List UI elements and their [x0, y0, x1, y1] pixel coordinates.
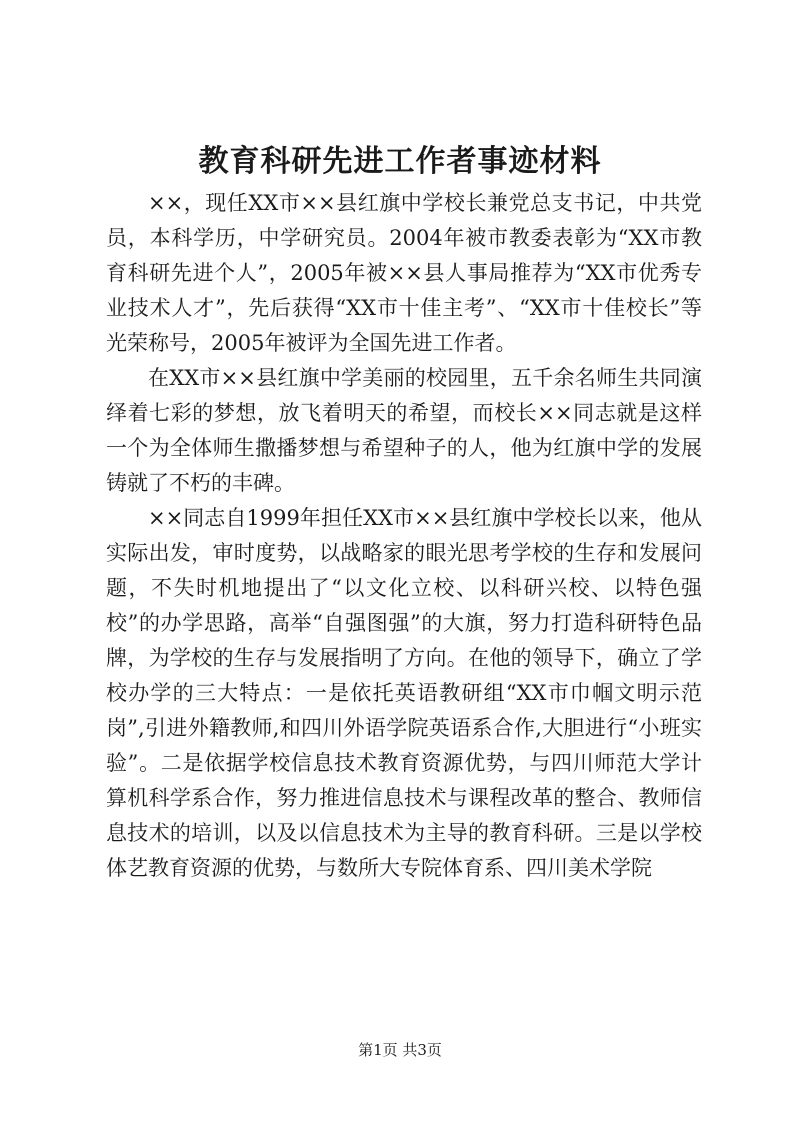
page-footer: 第1页 共3页 — [358, 1041, 442, 1059]
document-title: 教育科研先进工作者事迹材料 — [198, 144, 602, 179]
paragraph-profile: ××，现任XX市××县红旗中学校长兼党总支书记，中共党员，本科学历，中学研究员。2004年被市教委表彰为“XX市教育科研先进个人”，2005年被××县人事局推荐为“XX市优秀专业技术人才”，先后获得“XX市十佳主考”、“XX市十佳校长”等光荣称号，2005年被评为全国先进工作者。 — [106, 191, 702, 355]
document-body — [106, 186, 702, 886]
paragraph-achievements: ××同志自1999年担任XX市××县红旗中学校长以来，他从实际出发，审时度势，以战略家的眼光思考学校的生存和发展问题，不失时机地提出了“以文化立校、以科研兴校、以特色强校”的办学思路，高举“自强图强”的大旗，努力打造科研特色品牌，为学校的生存与发展指明了方向。在他的领导下，确立了学校办学的三大特点：一是依托英语教研组“XX市巾帼文明示范岗”,引进外籍教师,和四川外语学院英语系合作,大胆进行“小班实验”。二是依据学校信息技术教育资源优势，与四川师范大学计算机科学系合作，努力推进信息技术与课程改革的整合、教师信息技术的培训，以及以信息技术为主导的教育科研。三是以学校体艺教育资源的优势，与数所大专院体育系、四川美术学院 — [106, 506, 702, 880]
paragraph-campus: 在XX市××县红旗中学美丽的校园里，五千余名师生共同演绎着七彩的梦想，放飞着明天的希望，而校长××同志就是这样一个为全体师生撒播梦想与希望种子的人，他为红旗中学的发展铸就了不朽的丰碑。 — [106, 366, 702, 495]
